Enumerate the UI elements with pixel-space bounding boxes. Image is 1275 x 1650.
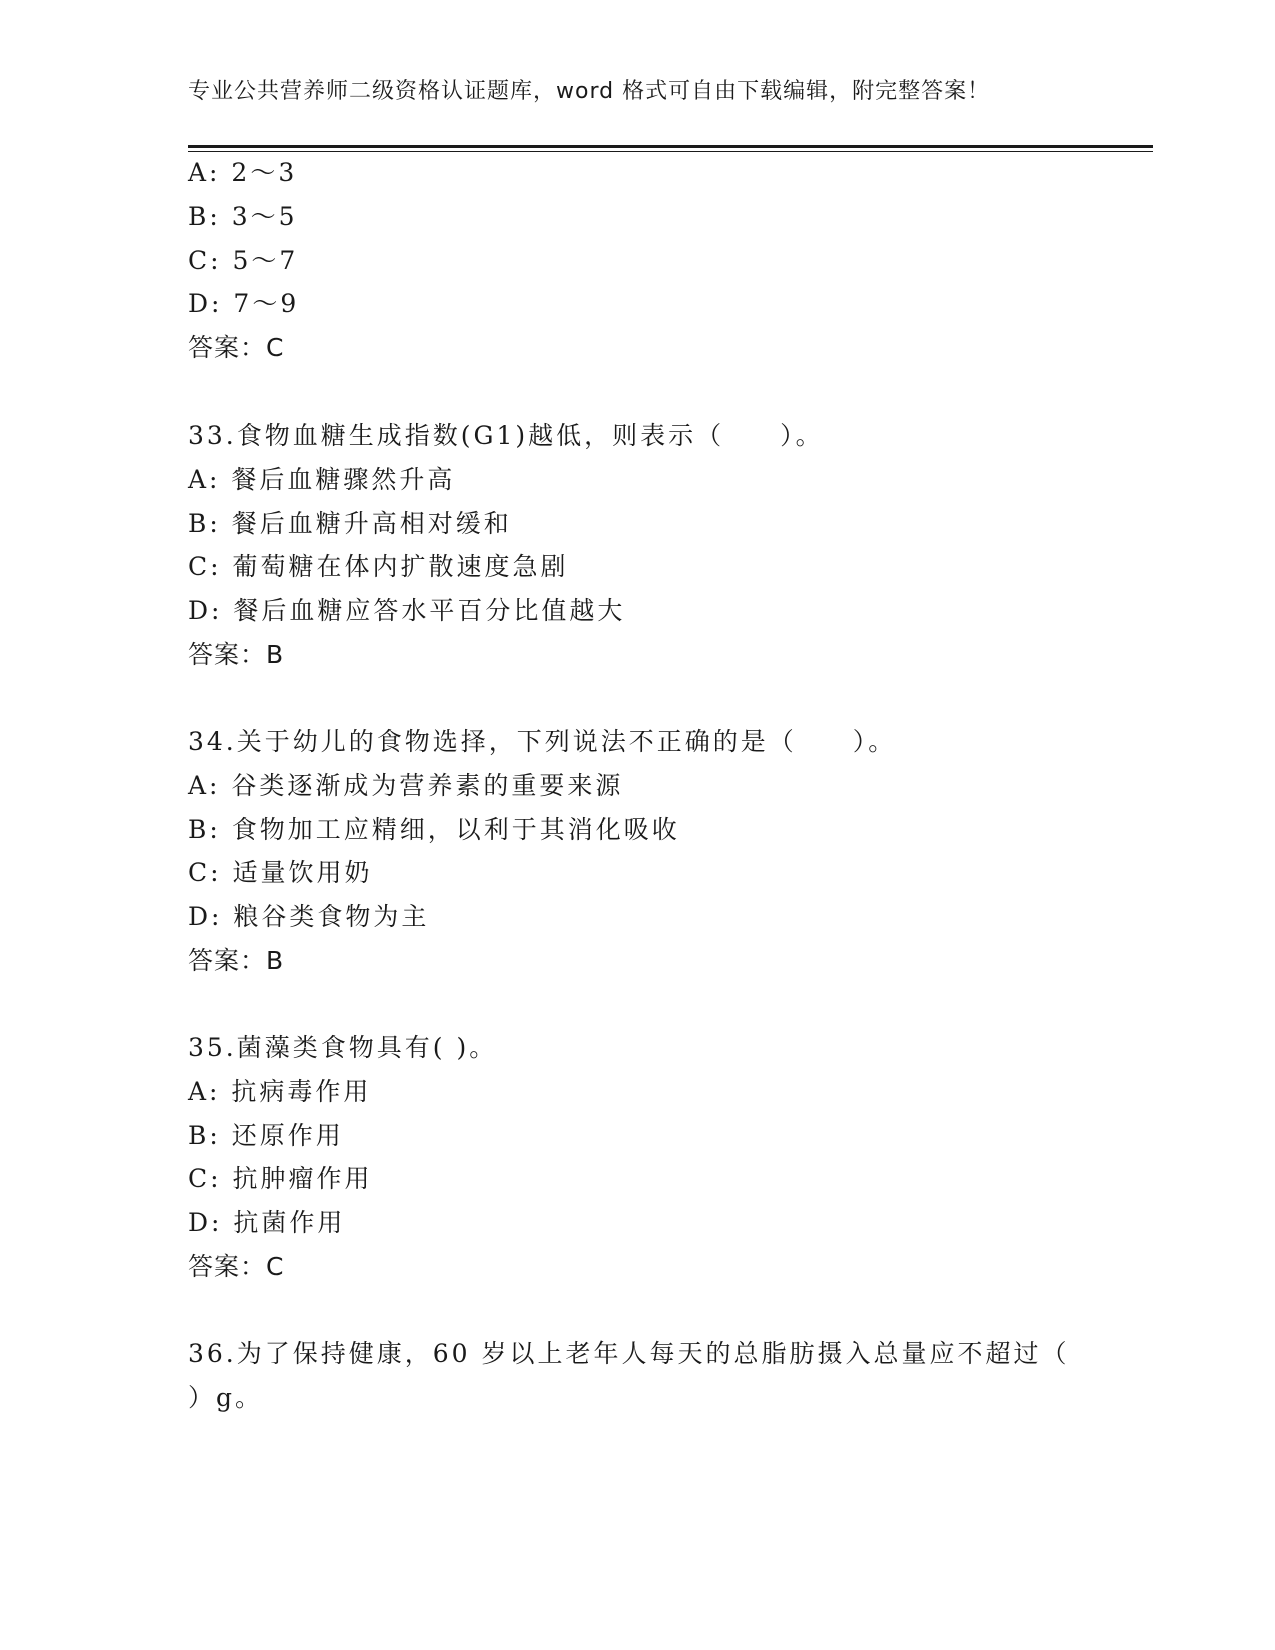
- question-stem-continuation: ）g。: [188, 1383, 264, 1412]
- question-stem: 33.食物血糖生成指数(G1)越低，则表示（ ）。: [188, 421, 824, 450]
- answer: 答案：C: [188, 1252, 285, 1281]
- option-b: B: 食物加工应精细，以利于其消化吸收: [188, 815, 680, 844]
- header-divider-thick: [188, 145, 1153, 148]
- answer: 答案：B: [188, 640, 285, 669]
- option-b: B: 餐后血糖升高相对缓和: [188, 509, 512, 538]
- question-stem: 36.为了保持健康，60 岁以上老年人每天的总脂肪摄入总量应不超过（: [188, 1339, 1070, 1368]
- option-c: C: 葡萄糖在体内扩散速度急剧: [188, 552, 569, 581]
- option-d: D: 粮谷类食物为主: [188, 902, 430, 931]
- option-a: A: 餐后血糖骤然升高: [188, 465, 456, 494]
- header-divider-thin: [188, 151, 1153, 152]
- option-d: D: 抗菌作用: [188, 1208, 346, 1237]
- question-stem: 35.菌藻类食物具有( )。: [188, 1033, 498, 1062]
- answer: 答案：B: [188, 946, 285, 975]
- option-a: A: 谷类逐渐成为营养素的重要来源: [188, 771, 624, 800]
- option-a: A: 2～3: [188, 158, 298, 187]
- option-c: C: 适量饮用奶: [188, 858, 373, 887]
- question-stem: 34.关于幼儿的食物选择，下列说法不正确的是（ ）。: [188, 727, 897, 756]
- answer: 答案：C: [188, 333, 285, 362]
- option-d: D: 7～9: [188, 289, 300, 318]
- option-d: D: 餐后血糖应答水平百分比值越大: [188, 596, 626, 625]
- option-b: B: 还原作用: [188, 1121, 344, 1150]
- option-a: A: 抗病毒作用: [188, 1077, 372, 1106]
- option-c: C: 抗肿瘤作用: [188, 1164, 373, 1193]
- option-c: C: 5～7: [188, 246, 299, 275]
- option-b: B: 3～5: [188, 202, 298, 231]
- page-header: 专业公共营养师二级资格认证题库，word 格式可自由下载编辑，附完整答案！: [188, 79, 991, 104]
